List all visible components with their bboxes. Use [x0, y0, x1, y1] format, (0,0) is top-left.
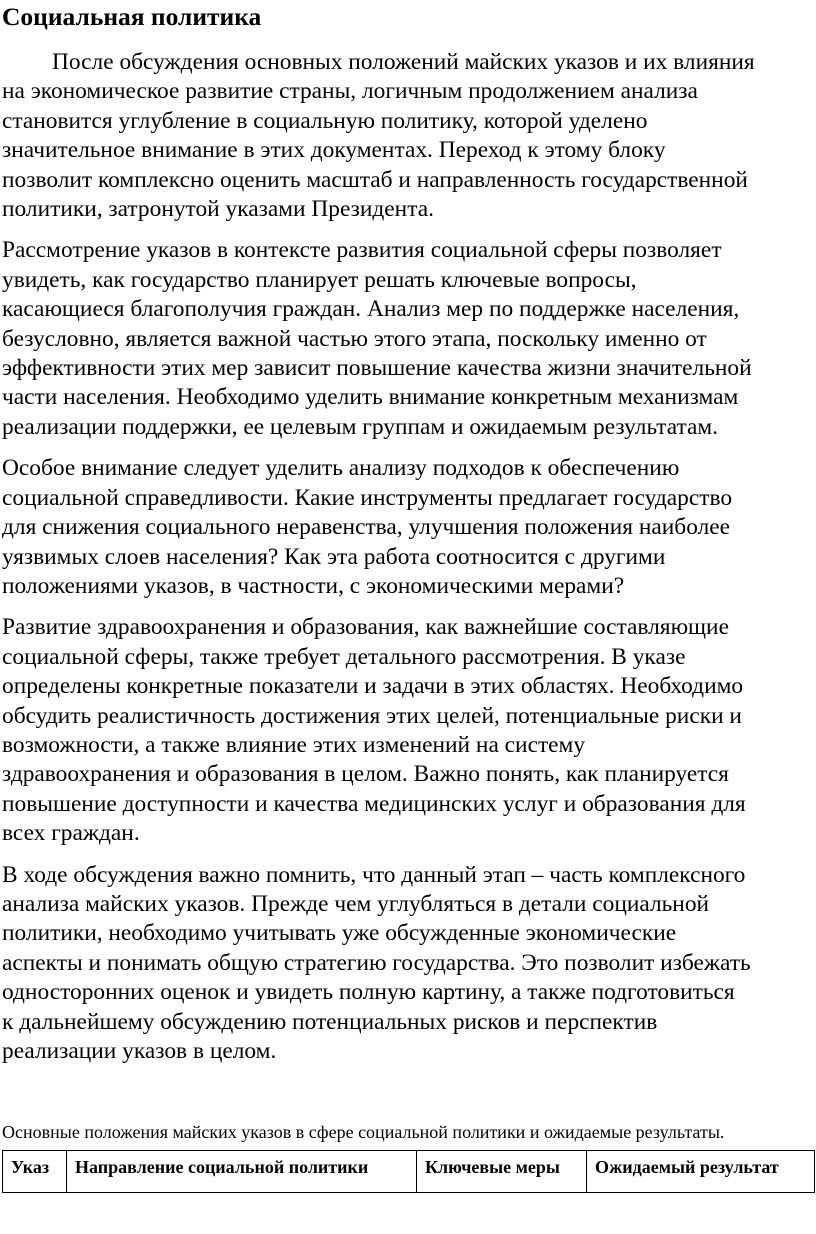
text-line: позволит комплексно оценить масштаб и направленность государственной [2, 166, 748, 193]
text-line: уязвимых слоев населения? Как эта работа соотносится с другими [2, 543, 666, 570]
text-line: положениями указов, в частности, с экономическими мерами? [2, 572, 625, 599]
column-header-key-measures: Ключевые меры [417, 1151, 587, 1193]
text-line: возможности, а также влияние этих изменений на систему [2, 731, 586, 758]
table-header-row [3, 1151, 815, 1193]
text-line: анализа майских указов. Прежде чем углубляться в детали социальной [2, 890, 710, 917]
text-line: касающиеся благополучия граждан. Анализ мер по поддержке населения, [2, 296, 740, 323]
paragraph-2 [2, 236, 816, 442]
text-line: политики, затронутой указами Президента. [2, 196, 434, 223]
text-line: для снижения социального неравенства, улучшения положения наиболее [2, 514, 731, 541]
text-line: Развитие здравоохранения и образования, как важнейшие составляющие [2, 614, 729, 641]
text-line: к дальнейшему обсуждению потенциальных рисков и перспектив [2, 1008, 658, 1035]
text-line: Особое внимание следует уделить анализу подходов к обеспечению [2, 455, 680, 482]
text-line: социальной справедливости. Какие инструменты предлагает государство [2, 484, 733, 511]
table-caption: Основные положения майских указов в сфере социальной политики и ожидаемые результаты. [2, 1122, 725, 1142]
text-line: социальной сферы, также требует детального рассмотрения. В указе [2, 643, 686, 670]
text-line: односторонних оценок и увидеть полную картину, а также подготовиться [2, 979, 735, 1006]
column-header-policy-direction: Направление социальной политики [67, 1151, 417, 1193]
column-header-expected-result: Ожидаемый результат [587, 1151, 815, 1193]
document-body [2, 48, 816, 1078]
text-line: здравоохранения и образования в целом. Важно понять, как планируется [2, 761, 729, 788]
page-title: Социальная политика [2, 2, 262, 31]
results-table [2, 1150, 815, 1193]
text-line: аспекты и понимать общую стратегию государства. Это позволит избежать [2, 949, 751, 976]
text-line: обсудить реалистичность достижения этих целей, потенциальные риски и [2, 702, 742, 729]
text-line: Рассмотрение указов в контексте развития социальной сферы позволяет [2, 237, 722, 264]
text-line: определены конкретные показатели и задачи в этих областях. Необходимо [2, 673, 744, 700]
text-line: эффективности этих мер зависит повышение качества жизни значительной [2, 355, 752, 382]
paragraph-1 [2, 48, 816, 224]
text-line: безусловно, является важной частью этого этапа, поскольку именно от [2, 325, 707, 352]
text-line: увидеть, как государство планирует решать ключевые вопросы, [2, 266, 637, 293]
text-line: После обсуждения основных положений майских указов и их влияния [52, 49, 755, 75]
paragraph-4 [2, 613, 816, 848]
text-line: на экономическое развитие страны, логичным продолжением анализа [2, 78, 698, 105]
text-line: политики, необходимо учитывать уже обсужденные экономические [2, 920, 677, 947]
text-line: повышение доступности и качества медицинских услуг и образования для [2, 790, 746, 817]
text-line: реализации поддержки, ее целевым группам и ожидаемым результатам. [2, 413, 719, 440]
text-line: В ходе обсуждения важно помнить, что данный этап – часть комплексного [2, 861, 746, 888]
paragraph-3 [2, 454, 816, 601]
column-header-decree: Указ [3, 1151, 67, 1193]
text-line: значительное внимание в этих документах. Переход к этому блоку [2, 137, 666, 164]
paragraph-5 [2, 861, 816, 1067]
text-line: становится углубление в социальную политику, которой уделено [2, 107, 648, 134]
text-line: части населения. Необходимо уделить внимание конкретным механизмам [2, 384, 739, 411]
text-line: всех граждан. [2, 820, 140, 847]
text-line: реализации указов в целом. [2, 1038, 277, 1064]
